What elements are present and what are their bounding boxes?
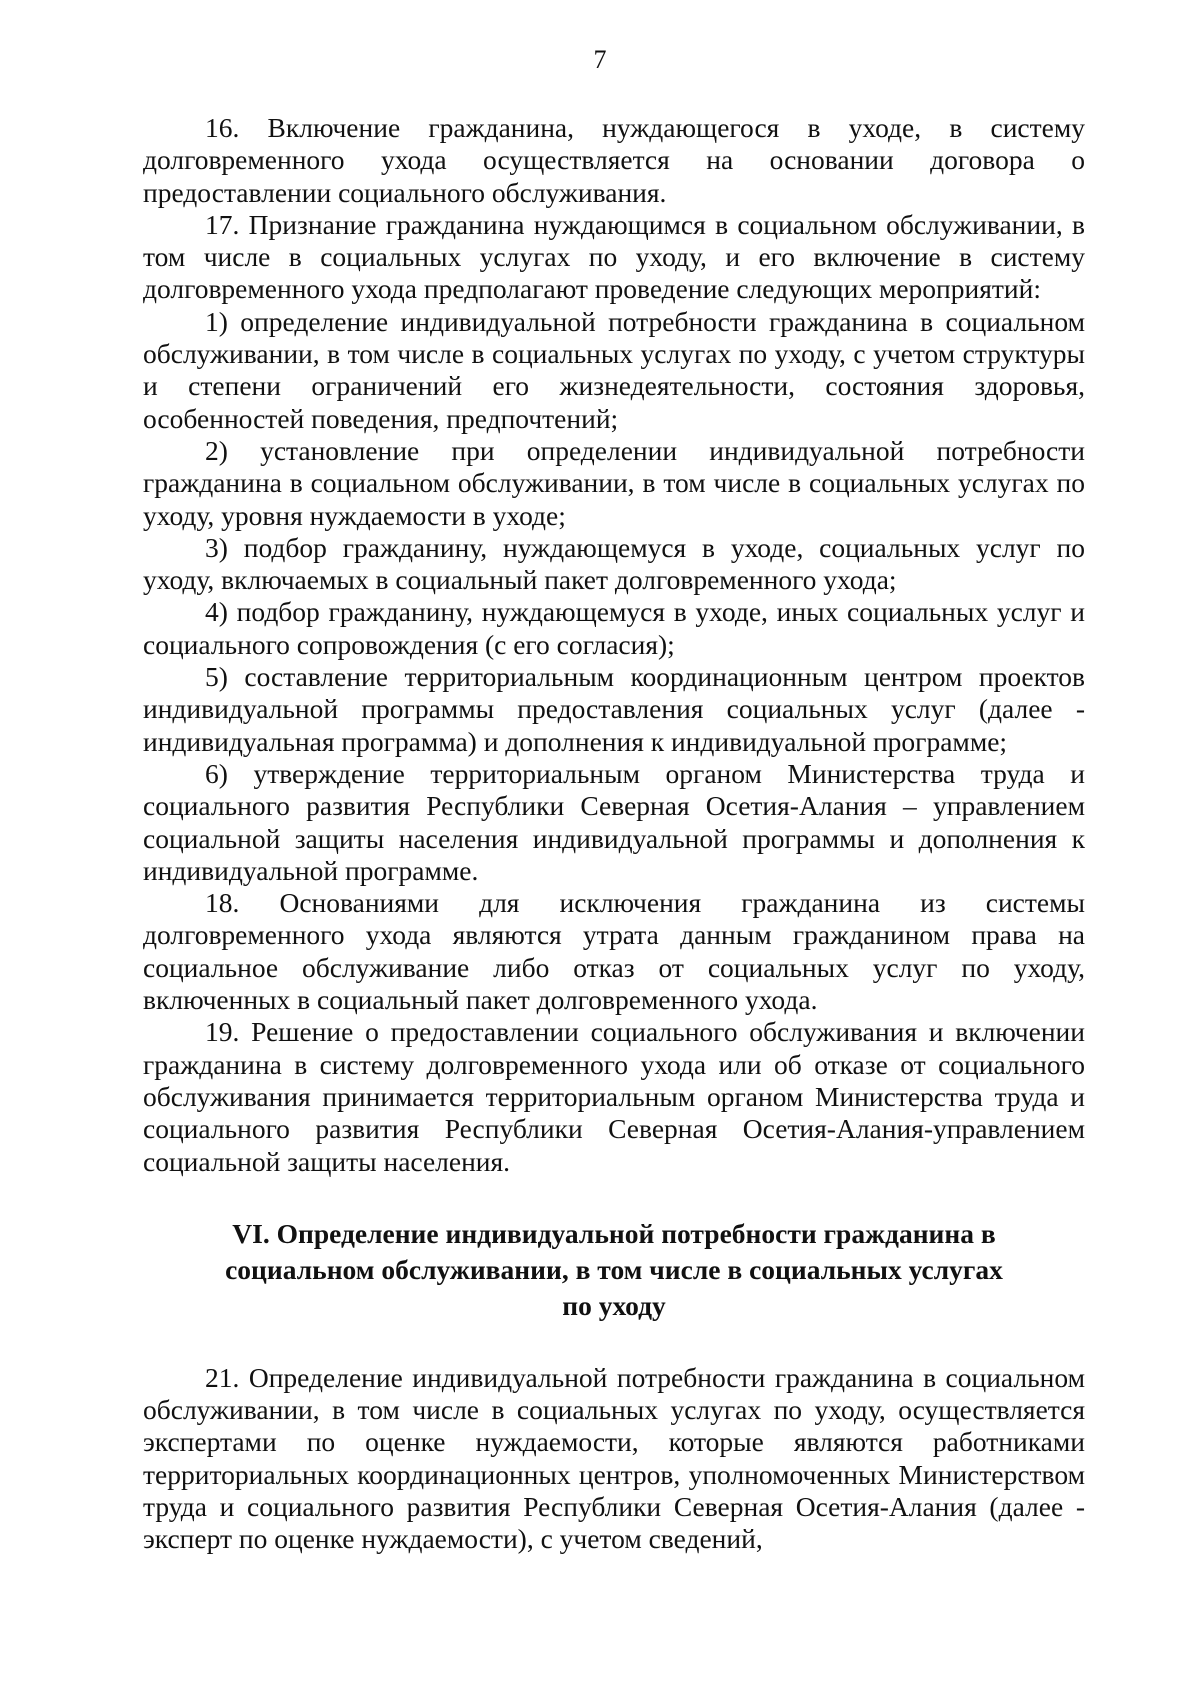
document-body	[143, 112, 1085, 1556]
paragraph-17: 17. Признание гражданина нуждающимся в социальном обслуживании, в том числе в социальных услугах по уходу, и его включение в систему долговременного ухода предполагают проведение следующих мероприятий:	[143, 208, 1085, 305]
list-item-2: 2) установление при определении индивидуальной потребности гражданина в социальном обслуживании, в том числе в социальных услугах по уходу, уровня нуждаемости в уходе;	[143, 434, 1085, 531]
list-item-4: 4) подбор гражданину, нуждающемуся в уходе, иных социальных услуг и социального сопровождения (с его согласия);	[143, 596, 1085, 660]
paragraph-18: 18. Основаниями для исключения гражданина из системы долговременного ухода являются утрата данным гражданином права на социальное обслуживание либо отказ от социальных услуг по уходу, включенных в социальный пакет долговременного ухода.	[143, 887, 1085, 1016]
section-heading-line-3: по уходу	[562, 1289, 666, 1321]
spacer	[143, 1324, 1085, 1362]
list-item-3: 3) подбор гражданину, нуждающемуся в уходе, социальных услуг по уходу, включаемых в социальный пакет долговременного ухода;	[143, 531, 1085, 596]
list-item-1: 1) определение индивидуальной потребности гражданина в социальном обслуживании, в том числе в социальных услугах по уходу, с учетом структуры и степени ограничений его жизнедеятельности, состояния здоровья, особенностей поведения, предпочтений;	[143, 305, 1085, 434]
page-number: 7	[593, 45, 607, 74]
section-heading	[203, 1216, 1025, 1324]
list-item-6: 6) утверждение территориальным органом Министерства труда и социального развития Республики Северная Осетия-Алания – управлением социальной защиты населения индивидуальной программы и дополнения к индивидуальной программе.	[143, 757, 1085, 886]
paragraph-19: 19. Решение о предоставлении социального обслуживания и включении гражданина в систему долговременного ухода или об отказе от социального обслуживания принимается территориальным органом Министерства труда и социального развития Республики Северная Осетия-Алания-управлением социальной защиты населения.	[143, 1016, 1085, 1177]
list-item-5: 5) составление территориальным координационным центром проектов индивидуальной программы предоставления социальных услуг (далее - индивидуальная программа) и дополнения к индивидуальной программе;	[143, 661, 1085, 757]
section-heading-line-2: социальном обслуживании, в том числе в социальных услугах	[225, 1253, 1003, 1285]
paragraph-21: 21. Определение индивидуальной потребности гражданина в социальном обслуживании, в том числе в социальных услугах по уходу, осуществляется экспертами по оценке нуждаемости, которые являются работниками территориальных координационных центров, уполномоченных Министерством труда и социального развития Республики Северная Осетия-Алания (далее - эксперт по оценке нуждаемости), с учетом сведений,	[143, 1361, 1085, 1555]
section-heading-line-1: VI. Определение индивидуальной потребности гражданина в	[232, 1217, 996, 1249]
paragraph-16: 16. Включение гражданина, нуждающегося в уходе, в систему долговременного ухода осуществляется на основании договора о предоставлении социального обслуживания.	[143, 112, 1085, 208]
